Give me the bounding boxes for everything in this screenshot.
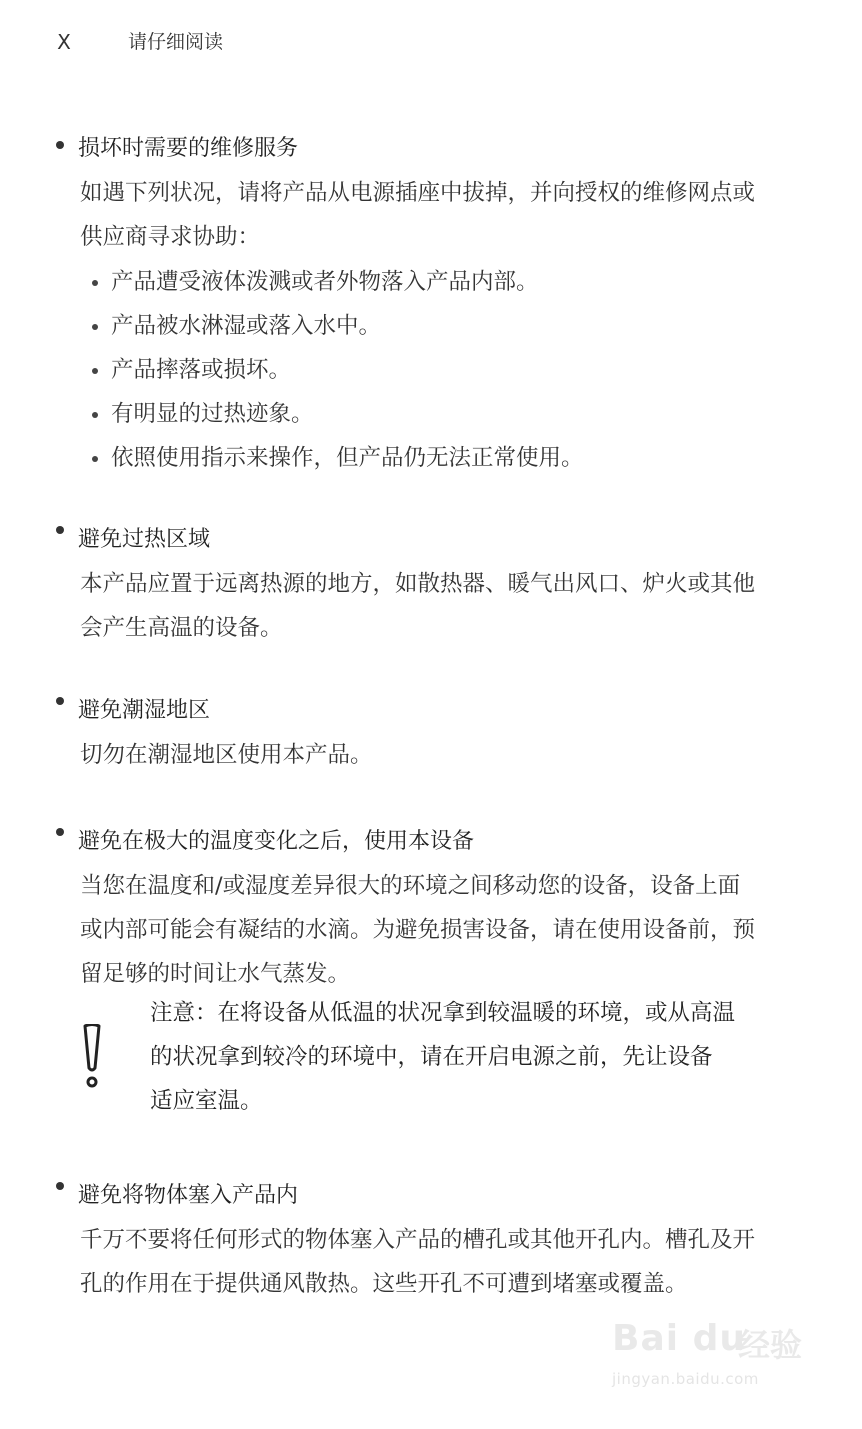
section-body-line: 留足够的时间让水气蒸发。 <box>80 961 351 987</box>
baidu-watermark <box>612 1318 812 1398</box>
list-bullet <box>92 324 98 330</box>
section-body-line: 孔的作用在于提供通风散热。这些开孔不可遭到堵塞或覆盖。 <box>80 1271 688 1297</box>
watermark-url: jingyan.baidu.com <box>612 1370 759 1388</box>
section-title: 避免潮湿地区 <box>78 698 211 723</box>
list-item: 有明显的过热迹象。 <box>111 401 314 427</box>
section-body-line: 或内部可能会有凝结的水滴。为避免损害设备，请在使用设备前，预 <box>80 917 756 943</box>
section-title: 避免过热区域 <box>78 527 211 552</box>
section-bullet <box>56 828 64 836</box>
section-body-line: 如遇下列状况，请将产品从电源插座中拔掉，并向授权的维修网点或 <box>80 180 756 206</box>
close-button[interactable]: X <box>57 30 71 54</box>
list-bullet <box>92 456 98 462</box>
section-body-line: 当您在温度和/或湿度差异很大的环境之间移动您的设备，设备上面 <box>80 873 741 899</box>
section-title: 避免在极大的温度变化之后，使用本设备 <box>78 829 475 854</box>
list-bullet <box>92 280 98 286</box>
list-bullet <box>92 412 98 418</box>
section-bullet <box>56 697 64 705</box>
section-body-line: 会产生高温的设备。 <box>80 615 283 641</box>
note-line: 的状况拿到较冷的环境中，请在开启电源之前，先让设备 <box>150 1044 713 1070</box>
section-body-line: 供应商寻求协助： <box>80 224 261 250</box>
list-item: 产品摔落或损坏。 <box>111 357 292 383</box>
section-bullet <box>56 526 64 534</box>
section-body-line: 千万不要将任何形式的物体塞入产品的槽孔或其他开孔内。槽孔及开 <box>80 1227 756 1253</box>
section-title: 损坏时需要的维修服务 <box>78 136 299 161</box>
note-line: 注意：在将设备从低温的状况拿到较温暖的环境，或从高温 <box>150 1000 736 1026</box>
page-title: 请仔细阅读 <box>128 31 224 53</box>
list-item: 产品被水淋湿或落入水中。 <box>111 313 382 339</box>
warning-icon <box>80 1024 104 1090</box>
note-line: 适应室温。 <box>150 1088 263 1114</box>
section-bullet <box>56 1182 64 1190</box>
list-bullet <box>92 368 98 374</box>
section-body-line: 切勿在潮湿地区使用本产品。 <box>80 742 373 768</box>
list-item: 产品遭受液体泼溅或者外物落入产品内部。 <box>111 269 539 295</box>
section-body-line: 本产品应置于远离热源的地方，如散热器、暖气出风口、炉火或其他 <box>80 571 756 597</box>
watermark-brand: 经验 <box>738 1326 803 1364</box>
top-bar <box>0 0 862 80</box>
section-bullet <box>56 141 64 149</box>
section-title: 避免将物体塞入产品内 <box>78 1183 299 1208</box>
list-item: 依照使用指示来操作，但产品仍无法正常使用。 <box>111 445 584 471</box>
baidu-logo: Bai du <box>612 1318 747 1359</box>
